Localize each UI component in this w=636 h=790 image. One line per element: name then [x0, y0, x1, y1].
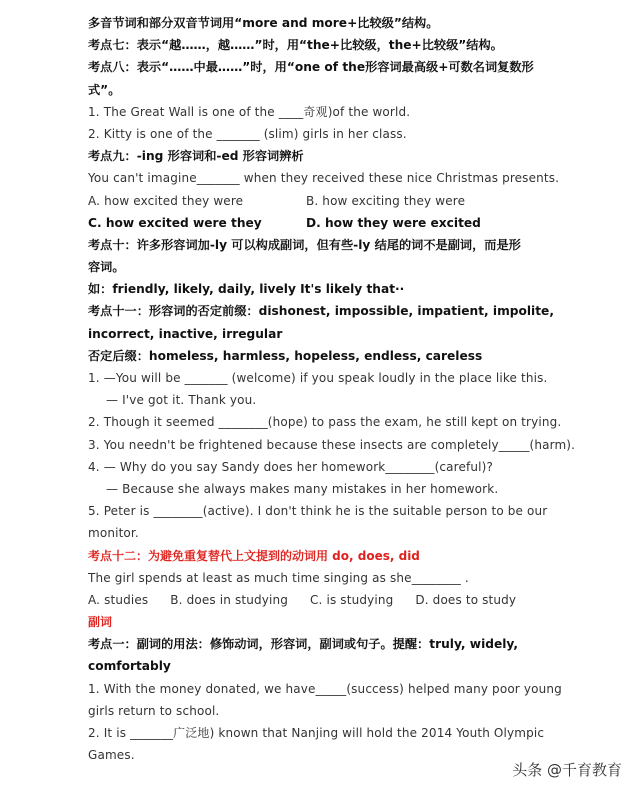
text-line: Games. [88, 748, 135, 763]
text-line: The girl spends at least as much time singing as she________ . [88, 570, 469, 585]
text-line: 考点十：许多形容词加-ly 可以构成副词，但有些-ly 结尾的词不是副词，而是形 [88, 237, 521, 252]
text-line: 4. — Why do you say Sandy does her homework________(careful)? [88, 459, 493, 474]
text-line: 2. Though it seemed ________(hope) to pass the exam, he still kept on trying. [88, 415, 562, 430]
option-text: A. studies [88, 592, 149, 607]
text-line: — Because she always makes many mistakes in her homework. [106, 481, 499, 496]
watermark [512, 759, 622, 780]
text-line: 1. —You will be _______ (welcome) if you speak loudly in the place like this. [88, 371, 548, 385]
text-line [88, 190, 558, 212]
text-line: 1. With the money donated, we have_____(success) helped many poor young [88, 681, 562, 696]
watermark-label: 头条 @千育教育 [512, 761, 622, 779]
text-line: 如：friendly, likely, daily, lively It's likely that·· [88, 282, 405, 297]
text-line: 2. It is _______广泛地) known that Nanjing will hold the 2014 Youth Olympic [88, 726, 545, 740]
text-line: 考点九：-ing 形容词和-ed 形容词辨析 [88, 149, 304, 164]
option-text: C. is studying [310, 592, 394, 607]
text-line: monitor. [88, 526, 139, 541]
option-text: B. how exciting they were [306, 193, 466, 208]
text-line: You can't imagine_______ when they received these nice Christmas presents. [88, 171, 560, 186]
option-text: D. how they were excited [306, 215, 481, 230]
text-line: 考点十二：为避免重复替代上文提到的动词用 do, does, did [88, 548, 420, 563]
text-line: 考点八：表示“……中最……”时，用“one of the形容词最高级+可数名词复数形 [88, 60, 534, 75]
option-text: B. does in studying [170, 592, 288, 607]
text-line: incorrect, inactive, irregular [88, 326, 283, 341]
text-line: 多音节词和部分双音节词用“more and more+比较级”结构。 [88, 16, 439, 30]
option-text: A. how excited they were [88, 193, 244, 208]
text-line: 式”。 [88, 82, 121, 97]
text-line: 考点十一：形容词的否定前缀：dishonest, impossible, impatient, impolite, [88, 304, 554, 319]
document-body [88, 12, 576, 766]
text-line: comfortably [88, 659, 171, 674]
text-line: 3. You needn't be frightened because these insects are completely_____(harm). [88, 437, 576, 452]
text-line [88, 212, 558, 234]
text-line: 否定后缀：homeless, harmless, hopeless, endless, careless [88, 348, 483, 363]
text-line: 1. The Great Wall is one of the ____奇观)of the world. [88, 104, 411, 119]
text-line: 2. Kitty is one of the _______ (slim) girls in her class. [88, 126, 407, 141]
text-line [88, 589, 558, 611]
text-line: 考点七：表示“越……，越……”时，用“the+比较级，the+比较级”结构。 [88, 38, 503, 53]
option-text: D. does to study [415, 592, 517, 607]
text-line: 考点一：副词的用法：修饰动词，形容词，副词或句子。提醒：truly, widely, [88, 637, 519, 652]
text-line: — I've got it. Thank you. [106, 393, 257, 408]
text-line: 5. Peter is ________(active). I don't think he is the suitable person to be our [88, 504, 548, 519]
option-text: C. how excited were they [88, 215, 262, 230]
text-line: 副词 [88, 615, 113, 630]
text-line: 容词。 [88, 260, 125, 275]
text-line: girls return to school. [88, 703, 220, 718]
